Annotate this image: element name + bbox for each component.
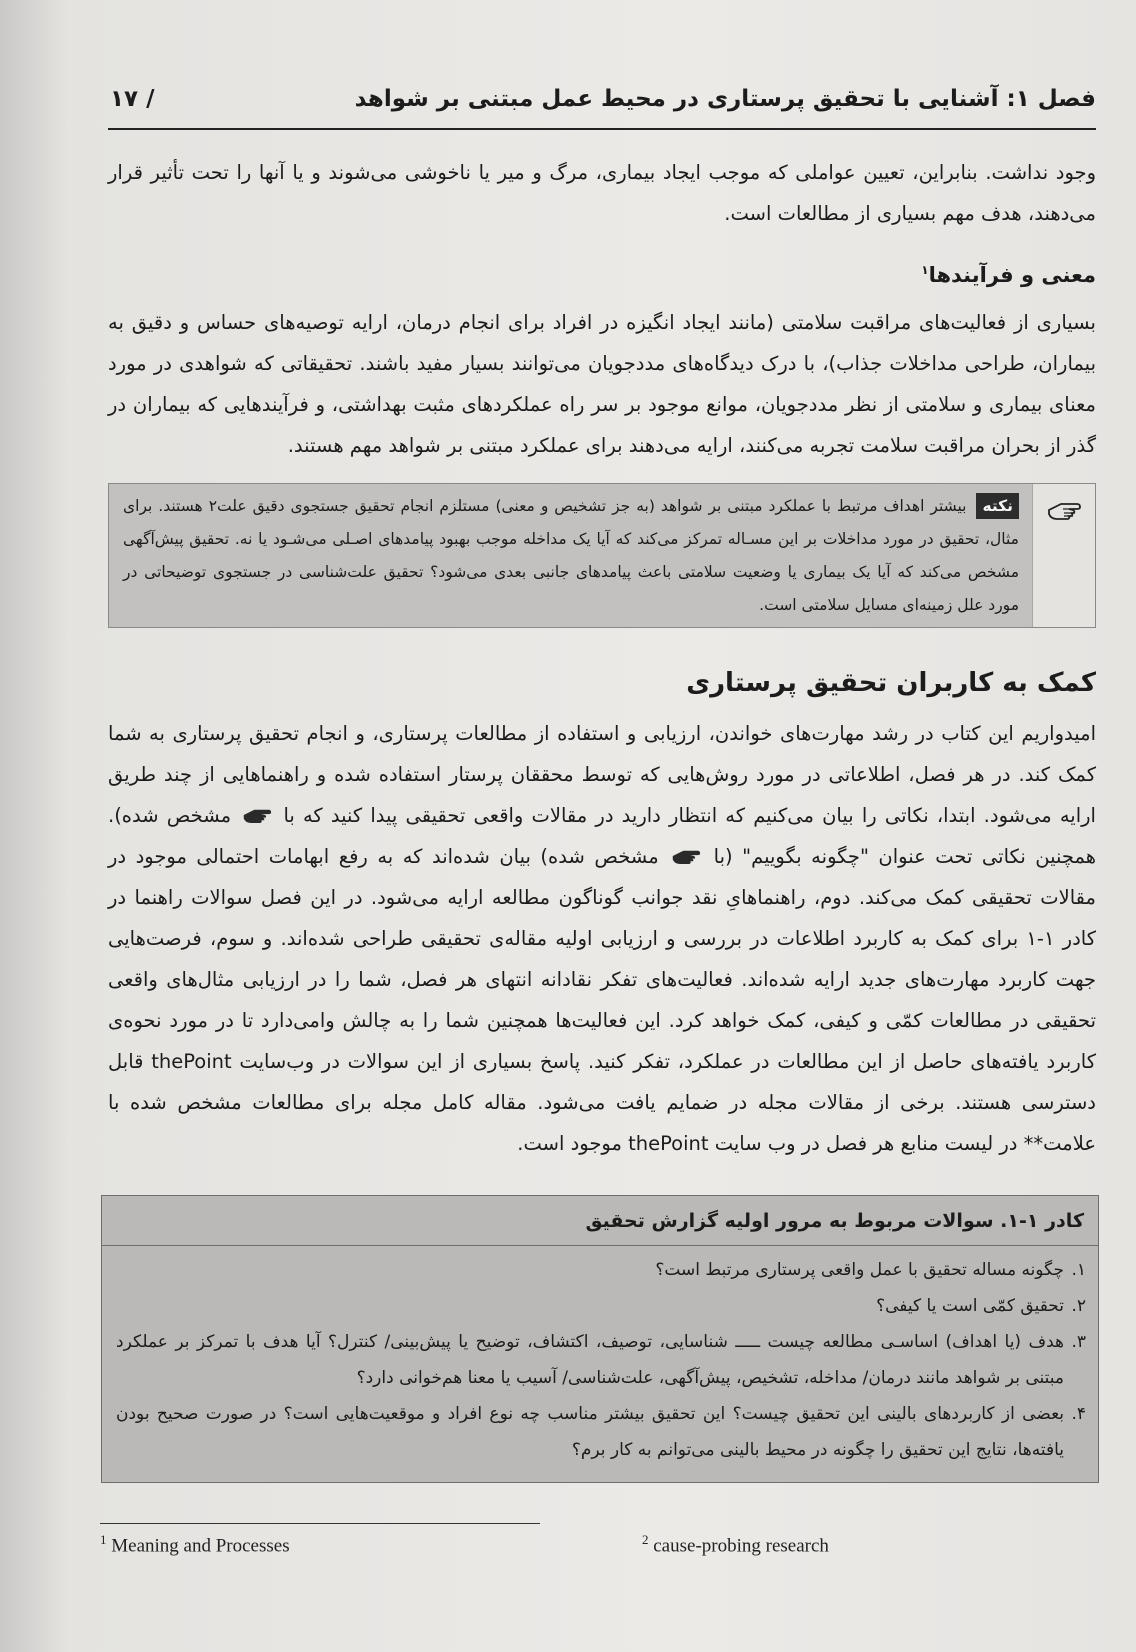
page-number: / ۱۷ xyxy=(110,86,155,112)
note-body: بیشتر اهداف مرتبط با عملکرد مبتنی بر شواهد (به جز تشخیص و معنی) مستلزم انجام تحقیق جستجوی دقیق علت۲ هستند. برای مثال، تحقیق در مورد مداخلات بر این مسـاله تمرکز می‌کند که آیا یک مداخله موجب بهبود پیامدهای اصـلی می‌شـود یا نه. تحقیق پیش‌آگهی مشخص می‌کند که آیا یک بیماری یا وضعیت سلامتی باعث پیامدهای جانبی بعدی می‌شود؟ تحقیق علت‌شناسی در جستجوی توضیحاتی در مورد علل زمینه‌ای مسایل سلامتی است. xyxy=(123,497,1019,614)
box-1-1 xyxy=(101,1195,1099,1483)
note-icon-column xyxy=(1032,484,1095,627)
footnote-2: $^2$ cause-probing research xyxy=(642,1532,829,1557)
pointing-hand-icon xyxy=(242,806,272,824)
page-header xyxy=(110,70,1096,128)
users-paragraph: امیدواریم این کتاب در رشد مهارت‌های خواندن، ارزیابی و استفاده از مطالعات پرستاری، و انجام تحقیق پرستاری به شما کمک کند. در هر فصل، اطلاعاتی در مورد روش‌هایی که توسط محققان پرستار استفاده شده و راهنماهایی از چند طریق ارایه می‌شود. ابتدا، نکاتی را بیان می‌کنیم که انتظار دارید در مقالات واقعی تحقیقی پیدا کنید که با مشخص شده). همچنین نکاتی تحت عنوان "چگونه بگوییم" (با مشخص شده) بیان شده‌اند که به رفع ابهامات احتمالی موجود در مقالات تحقیقی کمک می‌کند. دوم، راهنماهایِ نقد جوانب گوناگون مطالعه ارایه می‌شود. در این فصل سوالات راهنما در کادر ۱-۱ برای کمک به کاربرد اطلاعات در بررسی و ارزیابی اولیه مقاله‌ی تحقیقی طراحی شده‌اند. و سوم، فرصت‌هایی جهت کاربرد مهارت‌های جدید ارایه شده‌اند. فعالیت‌های تفکر نقادانه انتهای هر فصل، شما را در ارزیابی مثال‌های واقعی تحقیقی در مطالعات کمّی و کیفی، کمک خواهد کرد. این فعالیت‌ها همچنین شما را به چالش وامی‌دارد تا در مورد نحوه‌ی کاربرد یافته‌های حاصل از این مطالعات در عملکرد، تفکر کنید. پاسخ بسیاری از این سوالات در وب‌سایت thePoint قابل دسترسی هستند. برخی از مقالات مجله در ضمایم یافت می‌شود. مقاله کامل مجله برای مطالعات مشخص شده با علامت** در لیست منابع هر فصل در وب سایت thePoint موجود است. xyxy=(108,722,1097,1155)
footnote-1: $^1$ Meaning and Processes xyxy=(100,1532,290,1557)
list-item: ۳. هدف (یا اهداف) اساسـی مطالعه چیست ـــــ شناسایی، توصیف، اکتشاف، توضیح یا پیش‌بینی/ کنترل؟ آیا هدف با تمرکز بر عملکرد مبتنی بر شواهد مانند درمان/ مداخله، تشخیص، پیش‌آگهی، علت‌شناسی/ آسیب یا معنا هم‌خوانی دارد؟ xyxy=(116,1332,1086,1388)
list-item: ۲. تحقیق کمّی است یا کیفی؟ xyxy=(876,1296,1086,1316)
pointing-hand-icon xyxy=(671,847,701,865)
list-item: ۱. چگونه مساله تحقیق با عمل واقعی پرستاری مرتبط است؟ xyxy=(655,1260,1086,1280)
note-box xyxy=(108,483,1096,628)
section-heading: کمک به کاربران تحقیق پرستاری xyxy=(686,668,1096,698)
box-questions-list xyxy=(116,1252,1086,1468)
footnote-mark-1: ۱ xyxy=(921,263,929,277)
header-divider xyxy=(108,128,1096,130)
box-title: کادر ۱-۱. سوالات مربوط به مرور اولیه گزارش تحقیق xyxy=(102,1196,1098,1246)
note-text xyxy=(123,490,1019,622)
meaning-paragraph: بسیاری از فعالیت‌های مراقبت سلامتی (مانند ایجاد انگیزه در افراد برای انجام درمان، ارایه توصیه‌های حساس و دقیق به بیماران، طراحی مداخلات جذاب)، با درک دیدگاه‌های مددجویان می‌توانند بسیار مفید باشند. تحقیقاتی که شواهدی در مورد معنای بیماری و سلامتی از نظر مددجویان، موانع موجود بر سر راه عملکردهای مثبت بهداشتی، و فرآیندهایی که بیماران در گذر از بحران مراقبت سلامت تجربه می‌کنند، ارایه می‌دهند برای عملکرد مبتنی بر شواهد مهم هستند. xyxy=(108,311,1096,457)
footnote-divider xyxy=(100,1523,540,1524)
meaning-heading: معنی و فرآیندها$^۱$ xyxy=(921,263,1096,287)
list-item: ۴. بعضی از کاربردهای بالینی این تحقیق چیست؟ این تحقیق بیشتر مناسب چه نوع افراد و موقعیت‌هایی است؟ در صورت صحیح بودن یافته‌ها، نتایج این تحقیق را چگونه در محیط بالینی می‌توانم به کار برم؟ xyxy=(116,1404,1086,1460)
chapter-title: فصل ۱: آشنایی با تحقیق پرستاری در محیط عمل مبتنی بر شواهد xyxy=(354,86,1096,112)
intro-paragraph: وجود نداشت. بنابراین، تعیین عواملی که موجب ایجاد بیماری، مرگ و میر یا ناخوشی می‌شوند و یا آنها را تحت تأثیر قرار می‌دهند، هدف مهم بسیاری از مطالعات است. xyxy=(108,161,1096,225)
note-label: نکته xyxy=(976,493,1019,519)
pointing-hand-icon xyxy=(1047,500,1081,520)
